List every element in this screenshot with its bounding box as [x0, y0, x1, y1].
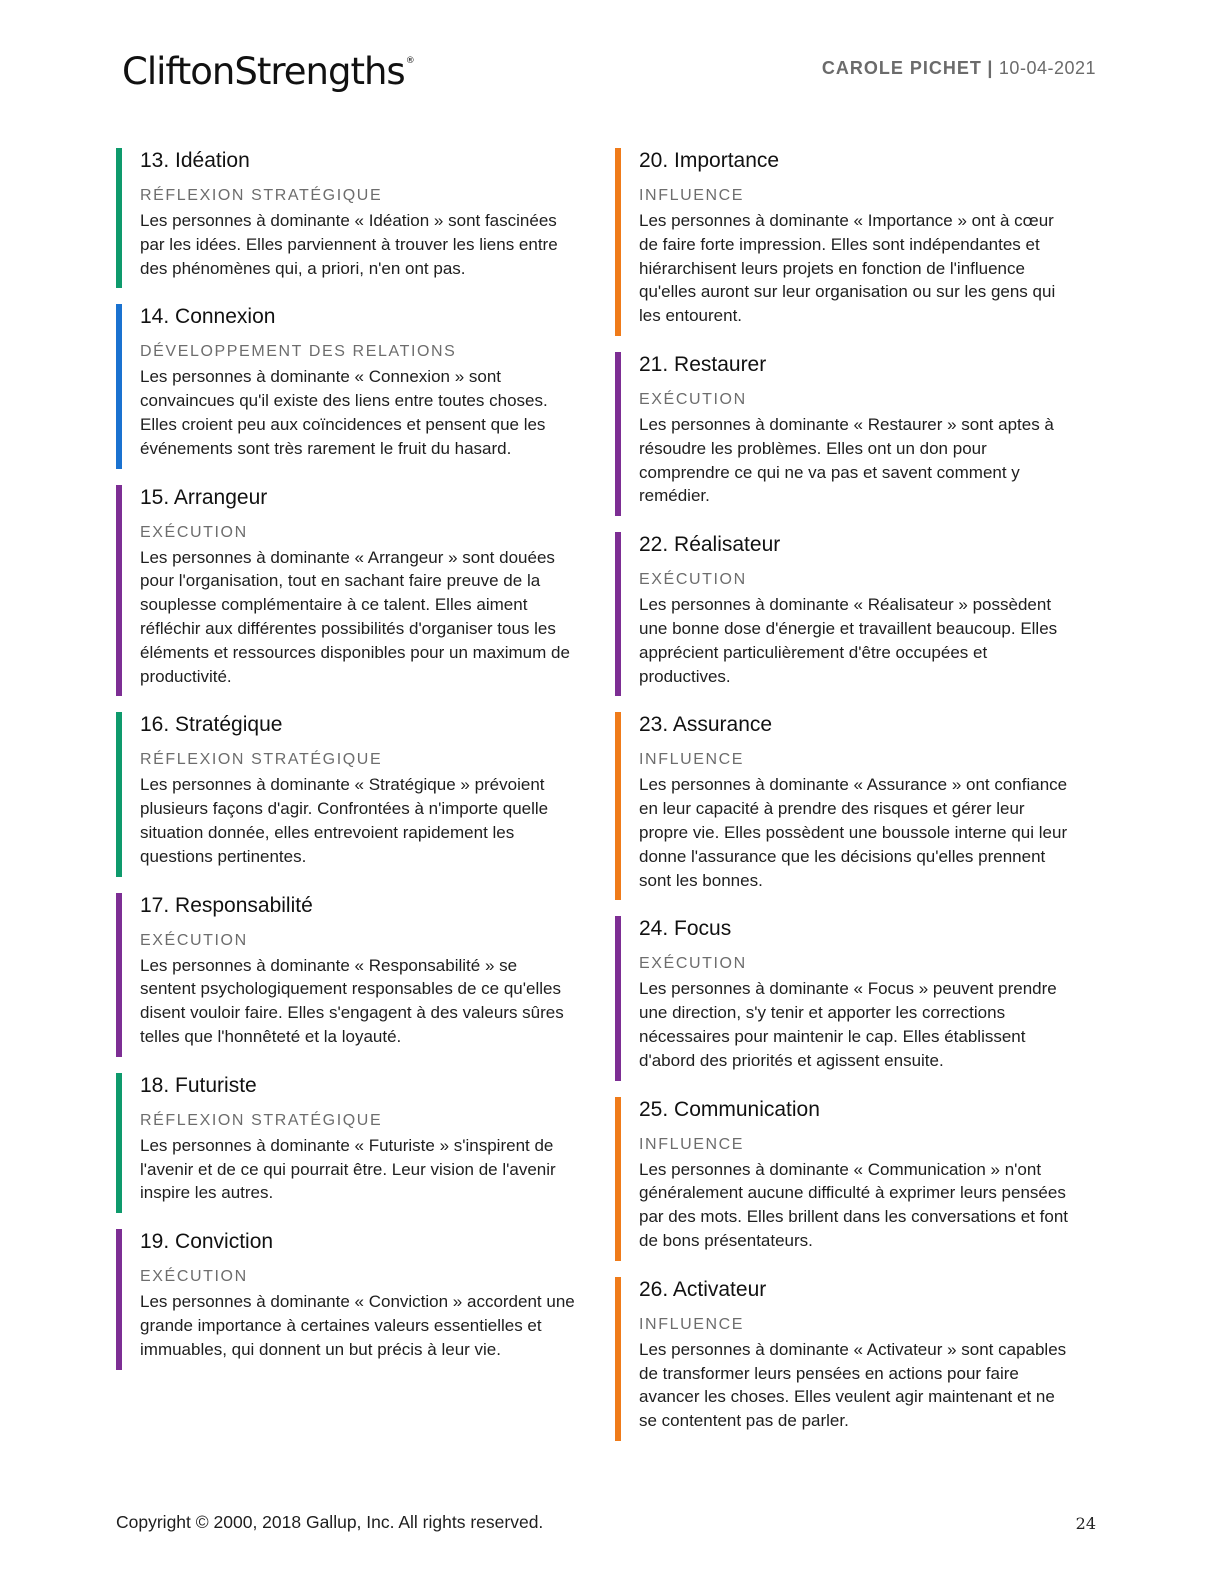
- strength-description: Les personnes à dominante « Restaurer » sont aptes à résoudre les problèmes. Elles ont un don pour comprendre ce qui ne va pas et savent comment y remédier.: [639, 414, 1054, 506]
- strength-domain: EXÉCUTION: [639, 955, 747, 973]
- strength-card: [615, 148, 1075, 336]
- logo: [122, 50, 414, 93]
- strength-title: 16. Stratégique: [140, 713, 283, 737]
- strength-domain: EXÉCUTION: [140, 1268, 248, 1286]
- strength-card: [615, 1277, 1075, 1441]
- page-number: 24: [1075, 1514, 1096, 1533]
- strength-description: Les personnes à dominante « Stratégique » prévoient plusieurs façons d'agir. Confrontées à n'importe quelle situation donnée, elles entrevoient rapidement les questions pertinentes.: [140, 775, 549, 866]
- strength-title: 18. Futuriste: [140, 1073, 257, 1097]
- right-column: [615, 148, 1075, 1457]
- strength-description: Les personnes à dominante « Arrangeur » sont douées pour l'organisation, tout en sachant faire preuve de la souplesse complémentaire à ce talent. Elles aiment réfléchir aux différentes possibilités d'organiser tous les éléments et ressources disponibles pour un maximum de productivité.: [140, 547, 570, 686]
- registered-mark: ®: [405, 56, 414, 66]
- strength-domain: INFLUENCE: [639, 1135, 745, 1153]
- strength-domain: EXÉCUTION: [140, 931, 248, 949]
- strength-card: [116, 1073, 576, 1213]
- header-separator: |: [987, 58, 994, 78]
- strength-domain: EXÉCUTION: [140, 523, 248, 541]
- strength-card: [116, 893, 576, 1057]
- strength-card: [116, 1229, 576, 1369]
- strength-description: Les personnes à dominante « Focus » peuvent prendre une direction, s'y tenir et apporter les corrections nécessaires pour maintenir le cap. Elles établissent d'abord des priorités et agissent ensuite.: [639, 979, 1057, 1070]
- strength-description: Les personnes à dominante « Responsabilité » se sentent psychologiquement responsables de ce qu'elles disent vouloir faire. Elles s'engagent à des valeurs sûres telles que l'honnêteté et la loyauté.: [140, 955, 564, 1046]
- strength-title: 17. Responsabilité: [140, 893, 313, 917]
- strength-description: Les personnes à dominante « Futuriste » s'inspirent de l'avenir et de ce qui pourrait être. Leur vision de l'avenir inspire les autres.: [140, 1135, 556, 1203]
- strength-title: 25. Communication: [639, 1097, 820, 1121]
- strength-description: Les personnes à dominante « Communication » n'ont généralement aucune difficulté à exprimer leurs pensées par des mots. Elles brillent dans les conversations et font de bons présentateurs.: [639, 1159, 1068, 1250]
- strength-description: Les personnes à dominante « Connexion » sont convaincues qu'il existe des liens entre toutes choses. Elles croient peu aux coïncidences et pensent que les événements sont très rarement le fruit du hasard.: [140, 367, 548, 458]
- strength-description: Les personnes à dominante « Conviction » accordent une grande importance à certaines valeurs essentielles et immuables, qui donnent un but précis à leur vie.: [140, 1292, 575, 1359]
- strength-card: [615, 1097, 1075, 1261]
- strength-title: 21. Restaurer: [639, 352, 767, 376]
- strength-title: 22. Réalisateur: [639, 533, 781, 557]
- strength-title: 15. Arrangeur: [140, 485, 268, 509]
- strength-title: 24. Focus: [639, 917, 732, 941]
- logo-text: CliftonStrengths: [122, 50, 405, 93]
- strength-card: [615, 532, 1075, 696]
- strength-card: [116, 304, 576, 468]
- strength-description: Les personnes à dominante « Idéation » sont fascinées par les idées. Elles parviennent à trouver les liens entre des phénomènes qui, a priori, n'en ont pas.: [140, 211, 558, 278]
- strength-description: Les personnes à dominante « Assurance » ont confiance en leur capacité à prendre des risques et gérer leur propre vie. Elles possèdent une boussole interne qui leur donne l'assurance que les décisions qu'elles prennent sont les bonnes.: [639, 775, 1068, 890]
- left-column: [116, 148, 576, 1386]
- strength-card: [615, 352, 1075, 516]
- strength-card: [116, 148, 576, 288]
- strength-title: 20. Importance: [639, 149, 780, 172]
- strength-card: [615, 916, 1075, 1080]
- report-date: 10-04-2021: [998, 58, 1096, 78]
- person-name: CAROLE PICHET: [821, 58, 982, 78]
- strength-card: [615, 712, 1075, 900]
- strength-domain: INFLUENCE: [639, 1315, 745, 1333]
- strength-domain: DÉVELOPPEMENT DES RELATIONS: [140, 343, 457, 361]
- strength-title: 13. Idéation: [140, 149, 250, 172]
- strength-domain: INFLUENCE: [639, 187, 745, 204]
- strength-description: Les personnes à dominante « Réalisateur » possèdent une bonne dose d'énergie et travaillent beaucoup. Elles apprécient particulièrement d'être occupées et productives.: [639, 595, 1058, 686]
- strength-title: 23. Assurance: [639, 713, 773, 737]
- strength-domain: INFLUENCE: [639, 751, 745, 769]
- strength-description: Les personnes à dominante « Importance » ont à cœur de faire forte impression. Elles sont indépendantes et hiérarchisent leurs projets en fonction de l'influence qu'elles auront sur leur organisation ou sur les gens qui les entourent.: [639, 211, 1056, 326]
- report-header: [822, 58, 1096, 79]
- strength-description: Les personnes à dominante « Activateur » sont capables de transformer leurs pensées en actions pour faire avancer les choses. Elles veulent agir maintenant et ne se contentent pas de parler.: [639, 1339, 1067, 1431]
- strength-domain: EXÉCUTION: [639, 390, 747, 408]
- strength-domain: RÉFLEXION STRATÉGIQUE: [140, 751, 383, 769]
- strength-title: 26. Activateur: [639, 1277, 767, 1301]
- copyright-notice: Copyright © 2000, 2018 Gallup, Inc. All rights reserved.: [116, 1512, 544, 1532]
- strength-card: [116, 712, 576, 876]
- strength-domain: RÉFLEXION STRATÉGIQUE: [140, 1111, 383, 1129]
- strength-domain: RÉFLEXION STRATÉGIQUE: [140, 187, 383, 204]
- strength-card: [116, 485, 576, 697]
- strength-title: 14. Connexion: [140, 305, 276, 329]
- strength-domain: EXÉCUTION: [639, 571, 747, 589]
- strength-title: 19. Conviction: [140, 1230, 274, 1254]
